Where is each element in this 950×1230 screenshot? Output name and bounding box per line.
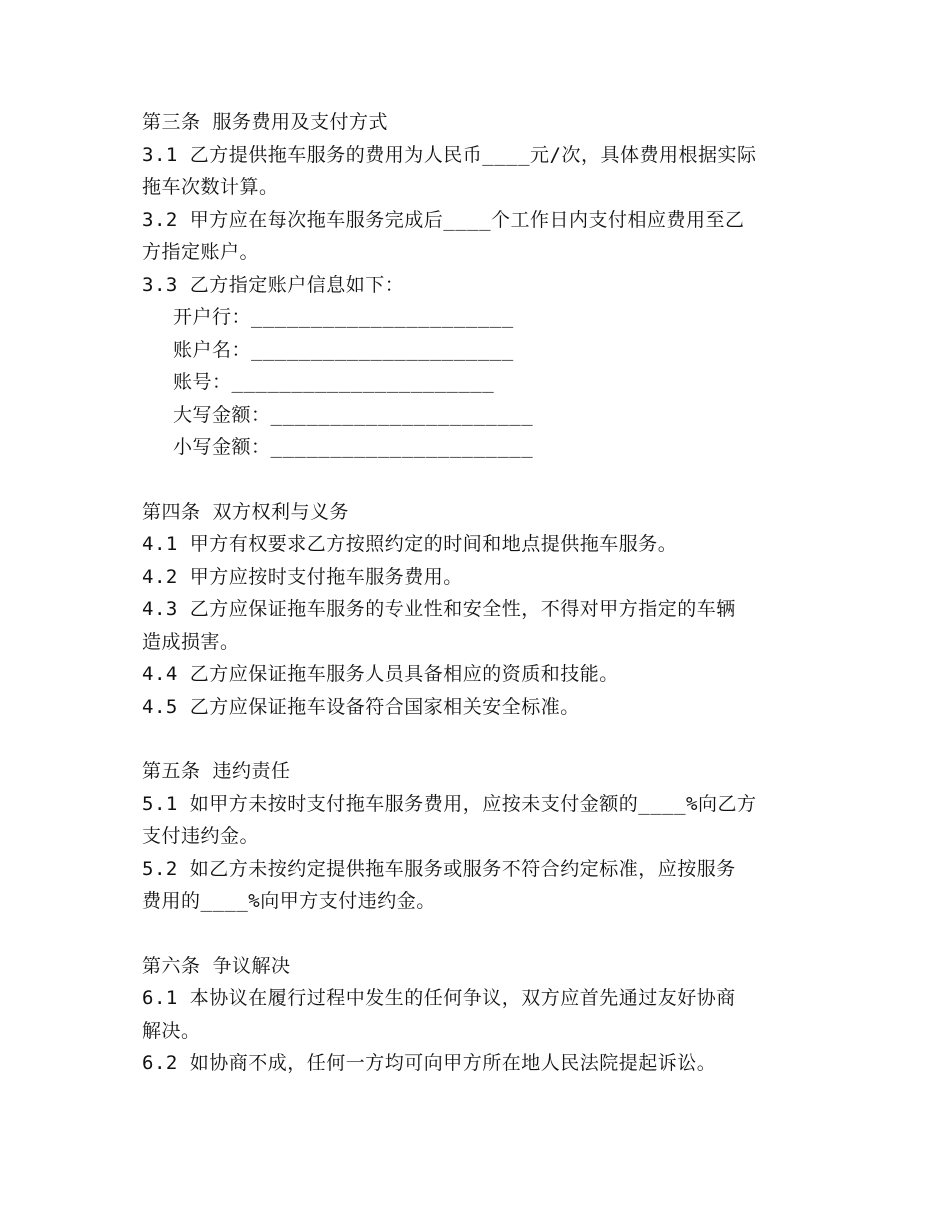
section-spacer bbox=[142, 918, 822, 950]
section-3-title: 第三条 服务费用及支付方式 bbox=[142, 111, 388, 133]
amount-lowercase-field: 小写金额：______________________ bbox=[173, 436, 534, 458]
clause-5-2-line-1: 5.2 如乙方未按约定提供拖车服务或服务不符合约定标准，应按服务 bbox=[142, 857, 736, 880]
clause-5-1-line-2: 支付违约金。 bbox=[142, 825, 260, 847]
clause-6-1-line-1: 6.1 本协议在履行过程中发生的任何争议，双方应首先通过友好协商 bbox=[142, 987, 736, 1009]
section-6-title: 第六条 争议解决 bbox=[142, 954, 291, 977]
clause-4-5: 4.5 乙方应保证拖车设备符合国家相关安全标准。 bbox=[142, 695, 580, 718]
clause-3-2-line-2: 方指定账户。 bbox=[142, 241, 260, 263]
section-spacer bbox=[142, 464, 822, 496]
clause-6-2: 6.2 如协商不成，任何一方均可向甲方所在地人民法院提起诉讼。 bbox=[142, 1052, 717, 1074]
clause-6-1-line-2: 解决。 bbox=[142, 1019, 201, 1042]
clause-3-1-line-1: 3.1 乙方提供拖车服务的费用为人民币____元/次，具体费用根据实际 bbox=[142, 143, 757, 166]
account-bank-field: 开户行：______________________ bbox=[173, 306, 514, 328]
amount-uppercase-field: 大写金额：______________________ bbox=[173, 403, 534, 426]
section-3 bbox=[142, 106, 822, 464]
clause-4-3-line-2: 造成损害。 bbox=[142, 630, 240, 653]
clause-4-2: 4.2 甲方应按时支付拖车服务费用。 bbox=[142, 565, 463, 588]
account-name-field: 账户名：______________________ bbox=[173, 338, 514, 361]
clause-3-2-line-1: 3.2 甲方应在每次拖车服务完成后____个工作日内支付相应费用至乙 bbox=[142, 208, 745, 231]
clause-4-4: 4.4 乙方应保证拖车服务人员具备相应的资质和技能。 bbox=[142, 663, 619, 685]
section-5 bbox=[142, 755, 822, 918]
section-4-title: 第四条 双方权利与义务 bbox=[142, 500, 349, 523]
document-body bbox=[142, 106, 822, 1080]
clause-3-1-line-2: 拖车次数计算。 bbox=[142, 176, 279, 198]
clause-3-3: 3.3 乙方指定账户信息如下： bbox=[142, 273, 405, 296]
section-4 bbox=[142, 496, 822, 724]
clause-5-1-line-1: 5.1 如甲方未按时支付拖车服务费用，应按未支付金额的____%向乙方 bbox=[142, 792, 757, 815]
clause-5-2-line-2: 费用的____%向甲方支付违约金。 bbox=[142, 890, 436, 912]
section-5-title: 第五条 违约责任 bbox=[142, 760, 291, 782]
clause-4-1: 4.1 甲方有权要求乙方按照约定的时间和地点提供拖车服务。 bbox=[142, 533, 678, 555]
section-spacer bbox=[142, 723, 822, 755]
account-number-field: 账号：______________________ bbox=[173, 371, 495, 393]
clause-4-3-line-1: 4.3 乙方应保证拖车服务的专业性和安全性，不得对甲方指定的车辆 bbox=[142, 598, 736, 620]
section-6 bbox=[142, 950, 822, 1080]
